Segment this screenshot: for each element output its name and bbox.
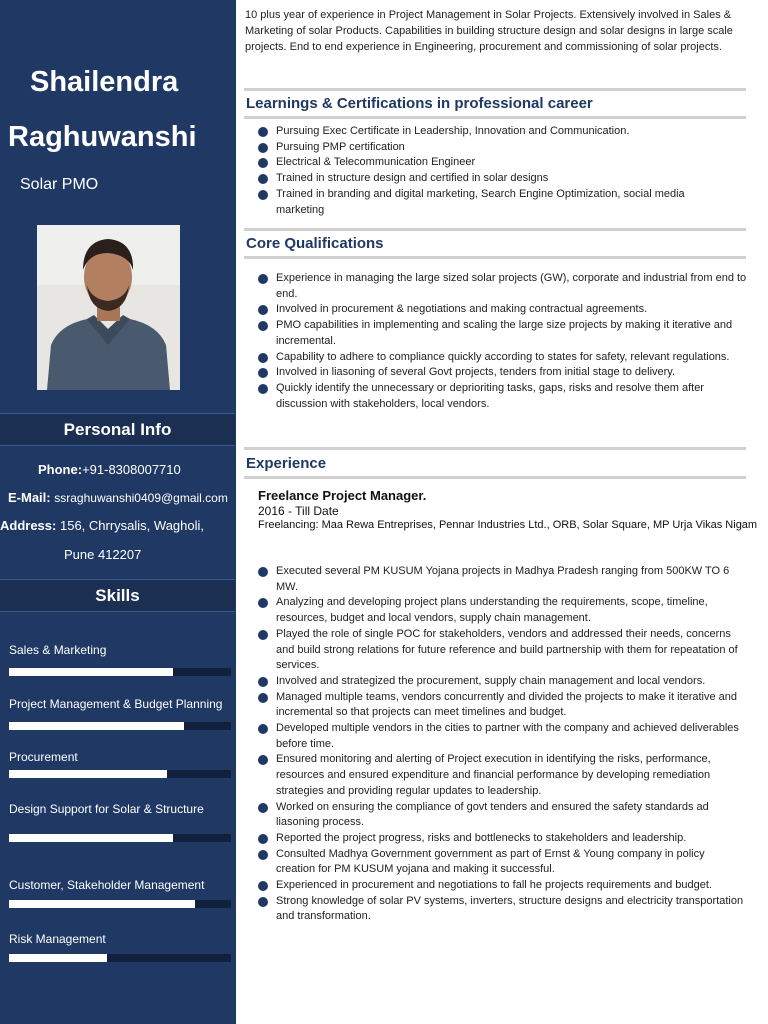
last-name: Raghuwanshi xyxy=(8,121,197,153)
qualifications-heading: Core Qualifications xyxy=(246,235,384,252)
job-role: Solar PMO xyxy=(20,176,99,193)
address-row xyxy=(0,518,204,533)
list-item xyxy=(256,847,746,878)
personal-info-heading: Personal Info xyxy=(0,413,235,446)
skill-label: Design Support for Solar & Structure xyxy=(9,802,204,816)
address-label: Address: xyxy=(0,518,57,533)
skill-bar xyxy=(9,954,231,962)
list-item-text: Capability to adhere to compliance quickly according to states for safety, relevant regulations. xyxy=(276,350,730,363)
bullet-icon xyxy=(258,353,268,363)
list-item xyxy=(256,690,746,721)
section-rule xyxy=(244,228,746,231)
list-item-text: Ensured monitoring and alerting of Project execution in identifying the risks, performance, resources and ensured expenditure and financial performance by developing remediation strategies and providing regular updates to leadership. xyxy=(276,753,711,797)
main-content xyxy=(236,0,768,1024)
email-label: E-Mail: xyxy=(8,490,51,505)
list-item-text: Experienced in procurement and negotiations to fall he projects requirements and budget. xyxy=(276,879,712,892)
list-item xyxy=(256,894,746,925)
list-item-text: Involved in procurement & negotiations and making contractual agreements. xyxy=(276,303,648,316)
bullet-icon xyxy=(258,598,268,608)
list-item-text: Pursuing Exec Certificate in Leadership, Innovation and Communication. xyxy=(276,125,630,137)
bullet-icon xyxy=(258,724,268,734)
list-item xyxy=(256,302,756,318)
list-item-text: Reported the project progress, risks and bottlenecks to stakeholders and leadership. xyxy=(276,831,687,844)
list-item-text: Trained in structure design and certified in solar designs xyxy=(276,172,549,185)
list-item-text: Electrical & Telecommunication Engineer xyxy=(276,156,476,169)
bullet-icon xyxy=(258,755,268,765)
skill-bar xyxy=(9,834,231,842)
experience-dates: 2016 - Till Date xyxy=(258,504,339,518)
learnings-heading: Learnings & Certifications in professional career xyxy=(246,95,593,112)
skill-label: Procurement xyxy=(9,750,78,764)
skill-bar-fill xyxy=(9,770,167,778)
sidebar xyxy=(0,0,236,1024)
skill-bar xyxy=(9,770,231,778)
bullet-icon xyxy=(258,384,268,394)
list-item xyxy=(256,365,756,381)
bullet-icon xyxy=(258,305,268,315)
bullet-icon xyxy=(258,850,268,860)
bullet-icon xyxy=(258,567,268,577)
skill-bar-fill xyxy=(9,834,173,842)
skill-bar xyxy=(9,668,231,676)
list-item xyxy=(256,271,756,302)
bullet-icon xyxy=(258,881,268,891)
bullet-icon xyxy=(258,127,268,137)
experience-list xyxy=(256,564,746,925)
skill-bar-fill xyxy=(9,722,184,730)
section-rule xyxy=(244,447,746,450)
list-item xyxy=(256,564,746,595)
list-item-text: Managed multiple teams, vendors concurrently and divided the projects to make it iterative and incremental so that projects can meet timelines and budget. xyxy=(276,690,738,719)
section-rule xyxy=(244,116,746,119)
list-item xyxy=(256,800,746,831)
profile-photo xyxy=(37,225,180,390)
list-item xyxy=(256,752,746,799)
list-item xyxy=(256,318,756,349)
phone-row xyxy=(38,462,181,477)
skill-bar xyxy=(9,722,231,730)
bullet-icon xyxy=(258,630,268,640)
experience-company: Freelancing: Maa Rewa Entreprises, Pennar Industries Ltd., ORB, Solar Square, MP Urja Vikas Nigam xyxy=(258,519,758,531)
list-item-text: Worked on ensuring the compliance of govt tenders and ensured the safety standards ad liasoning process. xyxy=(276,800,709,829)
list-item xyxy=(256,831,746,847)
skill-bar-fill xyxy=(9,954,107,962)
list-item-text: Quickly identify the unnecessary or deprioriting tasks, gaps, risks and resolve them after discussion with stakeholders, local vendors. xyxy=(276,381,704,410)
list-item-text: Involved in liasoning of several Govt projects, tenders from initial stage to delivery. xyxy=(276,366,676,379)
skill-label: Sales & Marketing xyxy=(9,643,107,657)
bullet-icon xyxy=(258,368,268,378)
section-rule xyxy=(244,88,746,91)
list-item-text: Developed multiple vendors in the cities to partner with the company and achieved deliverables before time. xyxy=(276,722,739,750)
list-item xyxy=(256,140,686,156)
bullet-icon xyxy=(258,897,268,907)
list-item-text: Played the role of single POC for stakeholders, vendors and addressed their needs, concerns and build strong relations for future reference and build partnership with them for repeatation of services. xyxy=(276,627,738,672)
skill-bar xyxy=(9,900,231,908)
address-line-1: 156, Chrrysalis, Wagholi, xyxy=(59,518,204,533)
skill-bar-fill xyxy=(9,900,195,908)
experience-job-title: Freelance Project Manager. xyxy=(258,488,427,503)
experience-heading: Experience xyxy=(246,455,327,472)
email-row xyxy=(8,490,228,505)
bullet-icon xyxy=(258,143,268,153)
list-item xyxy=(256,187,686,218)
person-portrait-icon xyxy=(37,225,180,390)
section-rule xyxy=(244,256,746,259)
bullet-icon xyxy=(258,803,268,813)
bullet-icon xyxy=(258,274,268,284)
list-item xyxy=(256,171,686,187)
skills-heading: Skills xyxy=(0,579,235,612)
skill-label: Project Management & Budget Planning xyxy=(9,697,223,711)
phone-label: Phone: xyxy=(38,462,83,477)
bullet-icon xyxy=(258,190,268,200)
list-item-text: Executed several PM KUSUM Yojana projects in Madhya Pradesh ranging from 500KW TO 6 MW. xyxy=(276,565,730,593)
list-item xyxy=(256,595,746,626)
email-value[interactable]: ssraghuwanshi0409@gmail.com xyxy=(54,491,228,505)
address-line-2: Pune 412207 xyxy=(64,547,142,562)
list-item-text: Trained in branding and digital marketing, Search Engine Optimization, social media marketing xyxy=(276,187,685,216)
bullet-icon xyxy=(258,693,268,703)
skill-label: Customer, Stakeholder Management xyxy=(9,878,205,892)
list-item xyxy=(256,124,686,140)
list-item xyxy=(256,721,746,752)
learnings-list xyxy=(256,124,686,218)
first-name: Shailendra xyxy=(30,66,179,98)
section-rule xyxy=(244,476,746,479)
bullet-icon xyxy=(258,321,268,331)
bullet-icon xyxy=(258,834,268,844)
list-item xyxy=(256,674,746,690)
list-item-text: Pursuing PMP certification xyxy=(276,140,405,153)
list-item xyxy=(256,627,746,674)
phone-value: +91-8308007710 xyxy=(82,462,181,477)
bullet-icon xyxy=(258,677,268,687)
list-item-text: Involved and strategized the procurement, supply chain management and local vendors. xyxy=(276,674,706,687)
list-item-text: PMO capabilities in implementing and scaling the large size projects by making it iterative and incremental. xyxy=(276,319,733,347)
list-item xyxy=(256,155,686,171)
list-item xyxy=(256,381,756,412)
list-item-text: Experience in managing the large sized solar projects (GW), corporate and industrial from end to end. xyxy=(276,272,747,300)
list-item xyxy=(256,878,746,894)
qualifications-list xyxy=(256,271,756,412)
list-item xyxy=(256,350,756,366)
list-item-text: Strong knowledge of solar PV systems, inverters, structure designs and electricity transportation and transformation. xyxy=(276,894,744,923)
list-item-text: Consulted Madhya Government government as part of Ernst & Young company in policy creation for PM KUSUM yojana and making it successful. xyxy=(276,847,705,876)
list-item-text: Analyzing and developing project plans understanding the requirements, scope, timeline, resources, budget and local vendors, supply chain management. xyxy=(276,596,708,625)
skill-label: Risk Management xyxy=(9,932,106,946)
summary-paragraph: 10 plus year of experience in Project Management in Solar Projects. Extensively involved in Sales & Marketing of solar Products. Capabilities in building structure design and solar designs in large scale projects. End to end experience in Engineering, procurement and commissioning of solar projects. xyxy=(245,9,733,53)
bullet-icon xyxy=(258,174,268,184)
bullet-icon xyxy=(258,158,268,168)
skill-bar-fill xyxy=(9,668,173,676)
